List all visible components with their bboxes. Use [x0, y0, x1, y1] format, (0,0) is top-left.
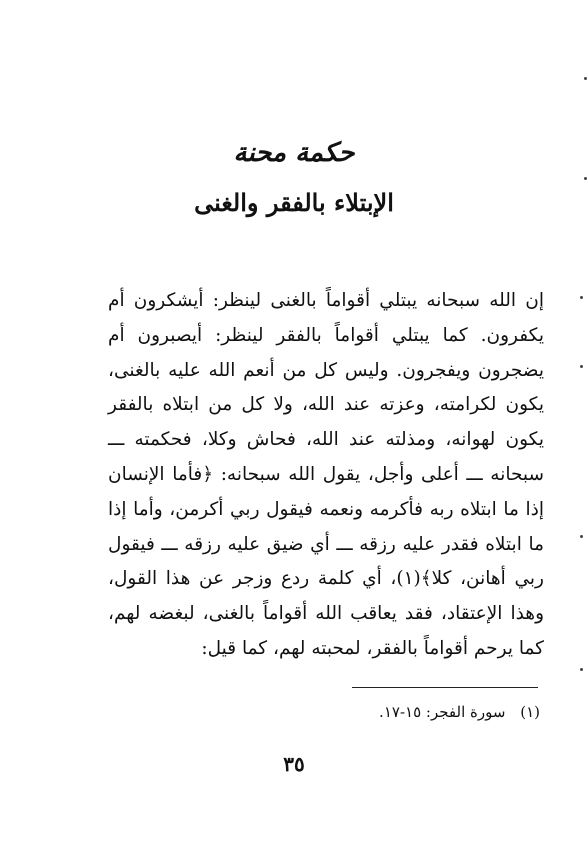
margin-mark	[580, 296, 583, 299]
footnote-divider	[352, 687, 538, 688]
page-title: حكمة محنة	[233, 138, 355, 168]
margin-mark	[580, 535, 583, 538]
margin-mark	[584, 77, 587, 80]
margin-mark	[580, 365, 583, 368]
margin-mark	[580, 668, 583, 671]
footnote	[200, 703, 540, 721]
margin-mark	[584, 177, 587, 180]
page-subtitle: الإبتلاء بالفقر والغنى	[194, 188, 394, 217]
page-number: ٣٥	[283, 752, 305, 776]
paragraph: إن الله سبحانه يبتلي أقواماً بالغنى لينظر: أيشكرون أم يكفرون. كما يبتلي أقواماً بالفقر لينظر: أيصبرون أم يضجرون ويفجرون. وليس كل من أنعم الله عليه بالغنى، يكون لكرامته، وعزته عند الله، ولا كل من ابتلاه بالفقر يكون لهوانه، ومذلته عند الله، فحاش وكلا، فحكمته ـــ سبحانه ـــ أعلى وأجل، يقول الله سبحانه: ﴿فأما الإنسان إذا ما ابتلاه ربه فأكرمه ونعمه فيقول ربي أكرمن، وأما إذا ما ابتلاه فقدر عليه رزقه ـــ أي ضيق عليه رزقه ـــ فيقول ربي أهانن، كلا﴾(١)، أي كلمة ردع وزجر عن هذا القول، وهذا الإعتقاد، فقد يعاقب الله أقواماً بالغنى، لبغضه لهم، كما يرحم أقواماً بالفقر، لمحبته لهم، كما قيل:	[108, 290, 544, 659]
footnote-marker: (١)	[520, 703, 540, 721]
footnote-text: سورة الفجر: ١٥-١٧.	[379, 703, 506, 721]
body-text	[108, 284, 544, 667]
